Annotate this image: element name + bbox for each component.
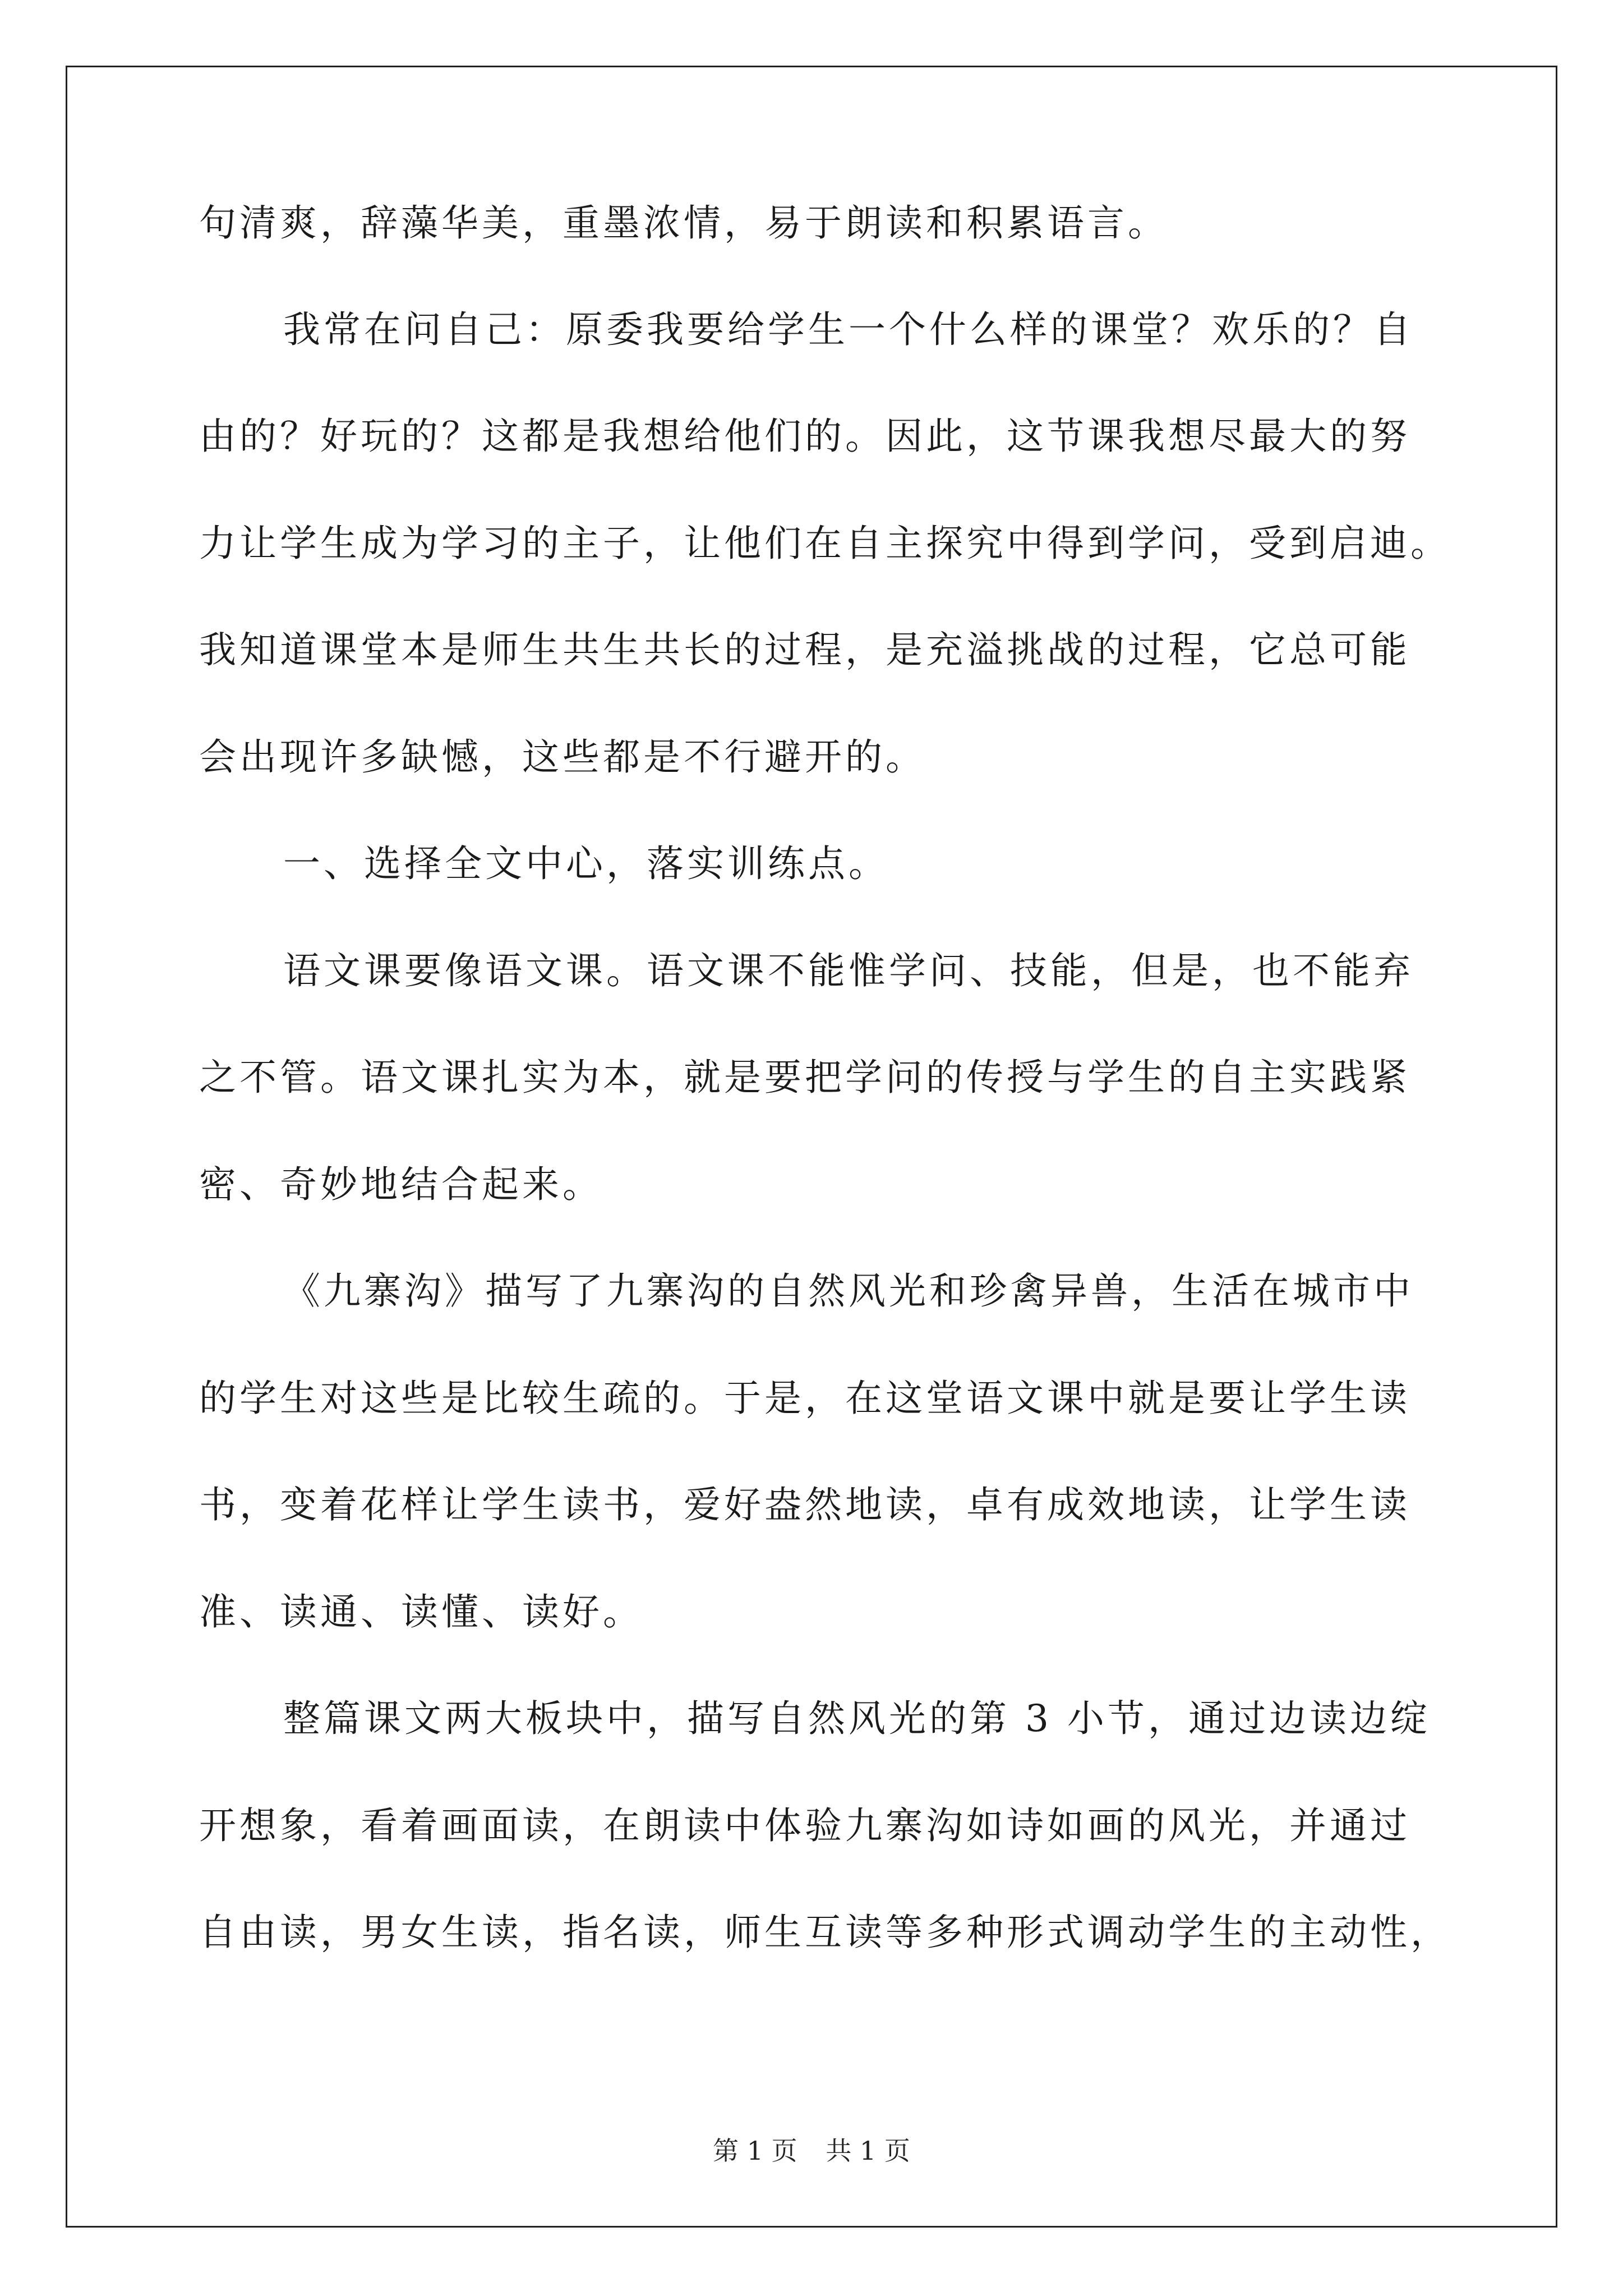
text-line: 开想象，看着画面读，在朗读中体验九寨沟如诗如画的风光，并通过 <box>199 1804 1410 1847</box>
text-line: 《九寨沟》描写了九寨沟的自然风光和珍禽异兽，生活在城市中 <box>283 1269 1414 1313</box>
text-line: 力让学生成为学习的主子，让他们在自主探究中得到学问，受到启迪。 <box>199 522 1451 565</box>
text-line: 书，变着花样让学生读书，爱好盎然地读，卓有成效地读，让学生读 <box>199 1483 1410 1526</box>
page-border <box>66 66 1557 2228</box>
text-line: 句清爽，辞藻华美，重墨浓情，易于朗读和积累语言。 <box>199 201 1168 245</box>
text-line: 密、奇妙地结合起来。 <box>199 1163 603 1206</box>
text-line: 准、读通、读懂、读好。 <box>199 1590 643 1634</box>
page-number: 第 1 页 <box>713 2136 797 2166</box>
text-line: 语文课要像语文课。语文课不能惟学问、技能，但是，也不能弃 <box>283 949 1414 992</box>
text-line: 我知道课堂本是师生共生共长的过程，是充溢挑战的过程，它总可能 <box>199 628 1410 671</box>
section-heading: 一、选择全文中心，落实训练点。 <box>283 842 889 885</box>
text-line: 的学生对这些是比较生疏的。于是，在这堂语文课中就是要让学生读 <box>199 1377 1410 1420</box>
page-footer <box>0 2134 1623 2168</box>
text-line: 整篇课文两大板块中，描写自然风光的第 3 小节，通过边读边绽 <box>283 1697 1431 1740</box>
text-line: 由的？好玩的？这都是我想给他们的。因此，这节课我想尽最大的努 <box>199 415 1410 458</box>
text-line: 会出现许多缺憾，这些都是不行避开的。 <box>199 735 926 779</box>
text-line: 之不管。语文课扎实为本，就是要把学问的传授与学生的自主实践紧 <box>199 1056 1410 1099</box>
text-line: 自由读，男女生读，指名读，师生互读等多种形式调动学生的主动性， <box>199 1911 1451 1954</box>
text-line: 我常在问自己：原委我要给学生一个什么样的课堂？欢乐的？自 <box>283 308 1414 351</box>
page-count: 共 1 页 <box>826 2136 910 2166</box>
